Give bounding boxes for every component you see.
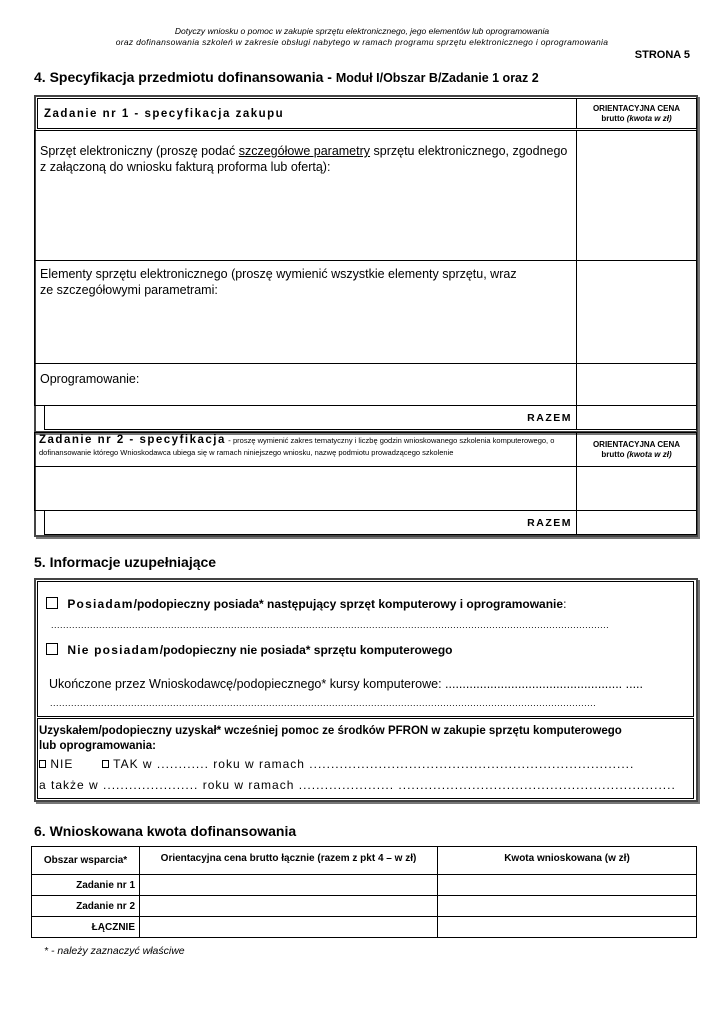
task-2-title-block — [39, 434, 559, 458]
table-row — [32, 917, 697, 938]
header-line-1: Dotyczy wniosku o pomoc w zakupie sprzętu elektronicznego, jego elementów lub oprogramowania — [174, 26, 550, 36]
table-header-row — [32, 847, 697, 875]
task-2-description-cell[interactable] — [34, 466, 577, 511]
price-header-line1: ORIENTACYJNA CENA — [592, 104, 681, 113]
task-1-title: Zadanie nr 1 - specyfikacja zakupu — [44, 108, 285, 120]
header-line-2: oraz dofinansowania szkoleń w zakresie obsługi nabytego w ramach programu sprzętu elektronicznego i oprogramowania — [115, 37, 609, 47]
page-number: STRONA 5 — [634, 49, 690, 61]
hardware-price-cell[interactable] — [576, 130, 697, 261]
task-2-description: proszę wymienić zakres tematyczny i liczbę godzin wnioskowanego szkolenia komputerowego, o dofinansowanie którego Wnioskodawca ubiega się w ramach niniejszego wniosku, nazwę podmiotu prowadzącego szkolenie — [39, 436, 555, 457]
task-2-amount-input[interactable] — [438, 896, 697, 917]
task-1-header-cell — [37, 98, 577, 129]
aid-question-line1: Uzyskałem/podopieczny uzyskał* wcześniej pomoc ze środków PFRON w zakupie sprzętu komputerowego — [39, 725, 622, 737]
aid-yes-label[interactable]: TAK w ............ roku w ramach ........................................................................... — [109, 757, 635, 771]
total-amount-input[interactable] — [438, 917, 697, 938]
software-label: Oprogramowanie: — [40, 372, 140, 386]
hardware-label: Sprzęt elektroniczny (proszę podać szczegółowe parametry sprzętu elektronicznego, zgodnego z załączoną do wniosku fakturą proforma lub ofertą): — [40, 144, 568, 174]
have-strong: Posiadam — [67, 597, 134, 611]
total-price-input[interactable] — [140, 917, 438, 938]
aid-also-line[interactable]: a także w ...................... roku w ramach ...................... ................................................................ — [39, 778, 676, 792]
task-2-price-header-line2: brutto (kwota w zł) — [601, 450, 672, 459]
aid-question-line2: lub oprogramowania: — [39, 740, 156, 752]
row-label-task-2: Zadanie nr 2 — [32, 896, 140, 917]
have-equipment-checkbox[interactable] — [46, 597, 58, 609]
section-5-title: 5. Informacje uzupełniające — [34, 554, 217, 570]
section-6-title: 6. Wnioskowana kwota dofinansowania — [34, 823, 297, 839]
task-1-amount-input[interactable] — [438, 875, 697, 896]
task-1-total-label: RAZEM — [527, 412, 572, 424]
elements-label: Elementy sprzętu elektronicznego (proszę wymienić wszystkie elementy sprzętu, wraz ze szczegółowymi parametrami: — [40, 267, 517, 297]
have-rest: /podopieczny posiada* następujący sprzęt komputerowy i oprogramowanie — [133, 597, 564, 611]
col-area: Obszar wsparcia* — [32, 847, 140, 875]
option-no-equipment[interactable] — [46, 643, 453, 657]
hardware-description-cell[interactable] — [34, 130, 577, 261]
task-2-price-input[interactable] — [140, 896, 438, 917]
aid-yes-checkbox[interactable] — [102, 760, 109, 768]
row-label-total: ŁĄCZNIE — [32, 917, 140, 938]
section-4-subtitle: Moduł I/Obszar B/Zadanie 1 oraz 2 — [335, 71, 539, 85]
footnote: * - należy zaznaczyć właściwe — [44, 945, 185, 957]
aid-no-checkbox[interactable] — [39, 760, 46, 768]
task-2-price-cell[interactable] — [576, 466, 697, 511]
aid-question — [39, 724, 622, 754]
table-row — [32, 896, 697, 917]
task-2-title: Zadanie nr 2 - specyfikacja — [39, 434, 226, 446]
courses-dots-line[interactable]: ...................................................................................................................................................................................... — [50, 698, 597, 708]
option-have-equipment[interactable] — [46, 597, 566, 611]
no-equipment-checkbox[interactable] — [46, 643, 58, 655]
task-1-price-input[interactable] — [140, 875, 438, 896]
task-2-dash: - — [225, 436, 233, 445]
funding-table — [31, 846, 697, 938]
row-label-task-1: Zadanie nr 1 — [32, 875, 140, 896]
section-4-title — [34, 69, 539, 85]
courses-line[interactable]: Ukończone przez Wnioskodawcę/podopiecznego* kursy komputerowe: ................................................... ..... — [49, 677, 643, 691]
task-1-price-header — [576, 98, 697, 129]
software-description-cell[interactable] — [34, 363, 577, 406]
task-2-price-header-line1: ORIENTACYJNA CENA — [592, 440, 681, 449]
task-2-total-value[interactable] — [576, 510, 697, 535]
col-amount: Kwota wnioskowana (w zł) — [438, 847, 697, 875]
price-header-line2: brutto (kwota w zł) — [601, 114, 672, 123]
table-row — [32, 875, 697, 896]
task-1-total-value[interactable] — [576, 405, 697, 430]
task-2-total-label-cell — [44, 510, 577, 535]
task-2-header-cell — [34, 432, 577, 467]
no-strong: Nie posiadam — [67, 643, 160, 657]
have-colon: : — [563, 597, 567, 611]
task-2-total-label: RAZEM — [527, 517, 572, 529]
equipment-dots-line[interactable]: .......................................................................................................................................................................................... — [51, 620, 610, 630]
aid-no-label: NIE — [46, 757, 74, 771]
aid-answer-line — [39, 757, 634, 771]
col-price: Orientacyjna cena brutto łącznie (razem z pkt 4 – w zł) — [140, 847, 438, 875]
section-4-title-main: 4. Specyfikacja przedmiotu dofinansowania - — [34, 69, 336, 85]
no-rest: /podopieczny nie posiada* sprzętu komputerowego — [159, 643, 453, 657]
software-price-cell[interactable] — [576, 363, 697, 406]
elements-price-cell[interactable] — [576, 260, 697, 364]
task-2-price-header — [576, 432, 697, 467]
task-1-total-label-cell — [44, 405, 577, 430]
elements-description-cell[interactable] — [34, 260, 577, 364]
